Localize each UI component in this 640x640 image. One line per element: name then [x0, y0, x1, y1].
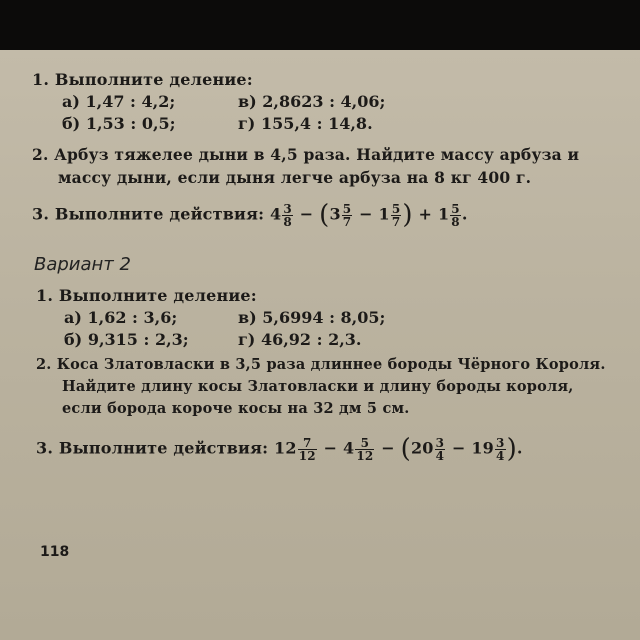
v1-term3-frac: $\frac{5}{7}$: [391, 201, 401, 229]
v2-task3-prefix: 3. Выполните действия:: [36, 438, 269, 458]
v1-term2-whole: 3: [329, 204, 341, 224]
v1-term1-whole: 4: [270, 204, 282, 224]
v1-task1-a: а) 1,47 : 4,2;: [62, 92, 176, 111]
v2-minus3: −: [451, 438, 466, 458]
v1-task2-line1: 2. Арбуз тяжелее дыни в 4,5 раза. Найдите массу арбуза и: [32, 145, 580, 164]
v1-task1-g: г) 155,4 : 14,8.: [238, 114, 373, 133]
right-paren: ): [402, 200, 413, 230]
v1-term4-frac: $\frac{5}{8}$: [451, 201, 460, 229]
v2-term4-frac: $\frac{3}{4}$: [496, 435, 505, 463]
v2-task1-b: б) 9,315 : 2,3;: [64, 330, 189, 349]
textbook-page: [0, 50, 640, 640]
v2-task2-line3: если борода короче косы на 32 дм 5 см.: [62, 400, 410, 417]
v2-term2-frac: $\frac{5}{12}$: [356, 435, 374, 463]
v2-minus1: −: [323, 438, 338, 458]
v2-task3: 3. Выполните действия: 12 $\frac{7}{12}$ − 4 $\frac{5}{12}$ − (20 $\frac{3}{4}$ − 19 $\frac{3}{4}$ ).: [36, 434, 523, 464]
v1-minus2: −: [359, 204, 373, 224]
page-number: 118: [40, 544, 70, 560]
v1-term2-frac: $\frac{5}{7}$: [342, 201, 352, 229]
v2-task2-line1: 2. Коса Златовласки в 3,5 раза длиннее бороды Чёрного Короля.: [36, 356, 606, 373]
v2-task1-title: 1. Выполните деление:: [36, 286, 257, 305]
v2-term1-whole: 12: [274, 438, 297, 458]
v2-term3-whole: 20: [410, 438, 434, 458]
v2-term4-whole: 19: [471, 438, 495, 458]
v1-task3: 3. Выполните действия: 4 $\frac{3}{8}$ − (3 $\frac{5}{7}$ − 1 $\frac{5}{7}$ ) + 1 $\frac{5}{8}$ .: [32, 200, 468, 230]
v2-task1-g: г) 46,92 : 2,3.: [238, 330, 362, 349]
v2-task1-v: в) 5,6994 : 8,05;: [238, 308, 386, 327]
right-paren: ): [506, 434, 517, 464]
v1-minus1: −: [299, 204, 314, 224]
v1-task1-b: б) 1,53 : 0,5;: [62, 114, 176, 133]
v2-task2-line2: Найдите длину косы Златовласки и длину бороды короля,: [62, 378, 574, 395]
v1-task1-title: 1. Выполните деление:: [32, 70, 253, 89]
v1-term3-whole: 1: [378, 204, 390, 224]
v2-term1-frac: $\frac{7}{12}$: [298, 435, 316, 463]
left-paren: (: [319, 200, 330, 230]
v1-task2-line2: массу дыни, если дыня легче арбуза на 8 кг 400 г.: [58, 168, 532, 187]
v1-plus: +: [418, 204, 433, 224]
variant-2-heading: Вариант 2: [34, 254, 131, 275]
v1-task1-v: в) 2,8623 : 4,06;: [238, 92, 386, 111]
left-paren: (: [400, 434, 411, 464]
v2-term3-frac: $\frac{3}{4}$: [435, 435, 445, 463]
v2-task1-a: а) 1,62 : 3,6;: [64, 308, 178, 327]
v1-task3-prefix: 3. Выполните действия:: [32, 204, 265, 224]
v1-term4-whole: 1: [437, 204, 450, 224]
v2-minus2: −: [381, 438, 395, 458]
v2-term2-whole: 4: [342, 438, 355, 458]
v1-term1-frac: $\frac{3}{8}$: [283, 201, 292, 229]
